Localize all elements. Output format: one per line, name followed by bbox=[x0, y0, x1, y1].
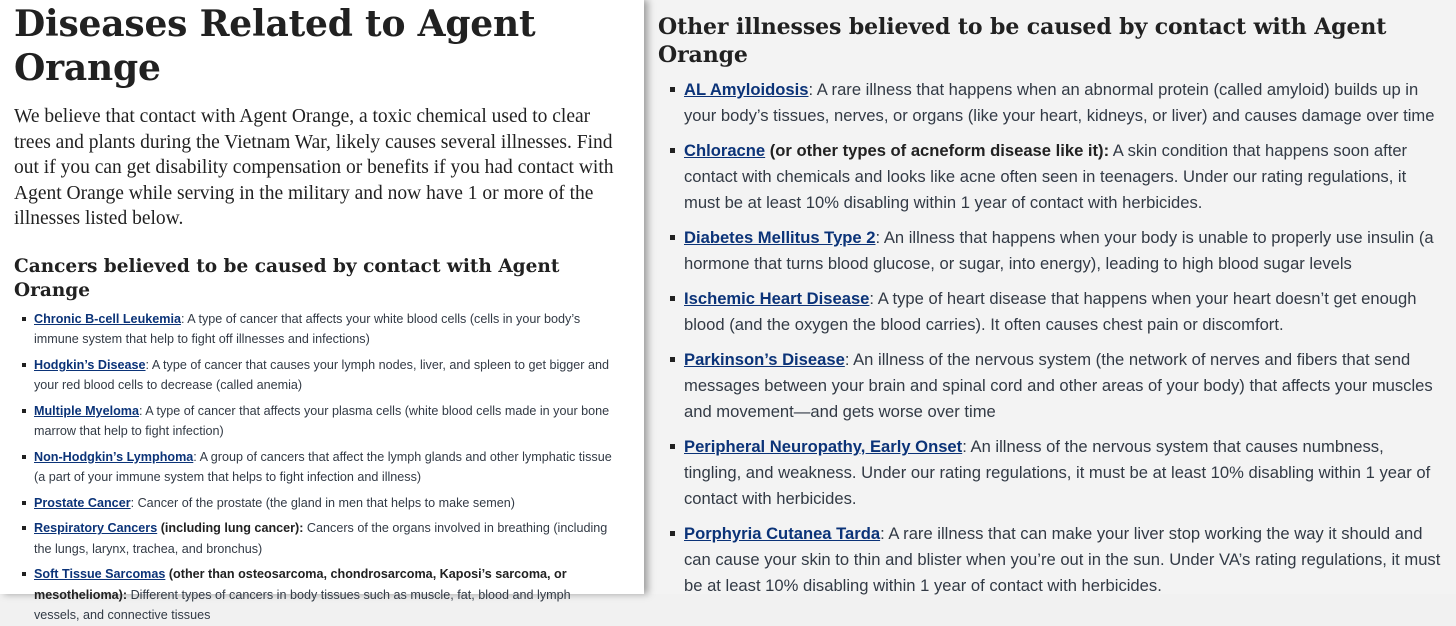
term-link[interactable]: Chronic B-cell Leukemia bbox=[34, 311, 181, 326]
list-item bbox=[14, 518, 614, 559]
term-description: : Cancer of the prostate (the gland in men that helps to make semen) bbox=[130, 495, 515, 510]
term-description: : A rare illness that can make your liver stop working the way it should and can cause your skin to thin and blister when you’re out in the sun. Under VA’s rating regulations, it must be at least 10% disabling within 1 year of contact with herbicides. bbox=[684, 524, 1441, 595]
term-description: : An illness that happens when your body is unable to properly use insulin (a hormone that turns blood glucose, or sugar, into energy), leading to high blood sugar levels bbox=[684, 228, 1434, 273]
list-item bbox=[658, 225, 1442, 277]
term-link[interactable]: Non-Hodgkin’s Lymphoma bbox=[34, 449, 194, 464]
list-item bbox=[14, 493, 614, 514]
intro-paragraph: We believe that contact with Agent Orange, a toxic chemical used to clear trees and plants during the Vietnam War, likely causes several illnesses. Find out if you can get disability compensation or benefits if you had contact with Agent Orange while serving in the military and now have 1 or more of the illnesses listed below. bbox=[14, 106, 614, 230]
term-link[interactable]: Prostate Cancer bbox=[34, 495, 131, 510]
list-item bbox=[658, 521, 1442, 599]
term-description: : A type of heart disease that happens when your heart doesn’t get enough blood (and the oxygen the blood carries). It often causes chest pain or discomfort. bbox=[684, 289, 1417, 334]
term-link[interactable]: Porphyria Cutanea Tarda bbox=[684, 524, 881, 543]
term-qualifier: (other than osteosarcoma, chondrosarcoma, Kaposi’s sarcoma, or mesothelioma): bbox=[34, 567, 567, 602]
term-qualifier: (including lung cancer): bbox=[157, 521, 304, 536]
term-description: : A rare illness that happens when an abnormal protein (called amyloid) builds up in your body’s tissues, nerves, or organs (like your heart, kidneys, or liver) and causes damage over time bbox=[684, 80, 1435, 125]
list-item bbox=[658, 286, 1442, 338]
cancers-heading: Cancers believed to be caused by contact with Agent Orange bbox=[14, 255, 560, 301]
other-illnesses-heading: Other illnesses believed to be caused by contact with Agent Orange bbox=[658, 14, 1387, 68]
term-description: : An illness of the nervous system (the network of nerves and fibers that send messages between your brain and spinal cord and other areas of your body) that affects your muscles and movement—and gets worse over time bbox=[684, 350, 1433, 421]
list-item bbox=[14, 355, 614, 396]
term-description: : A type of cancer that affects your white blood cells (cells in your body’s immune system that help to fight off illnesses and infections) bbox=[34, 311, 581, 347]
list-item bbox=[658, 138, 1442, 216]
right-panel bbox=[646, 0, 1456, 594]
term-link[interactable]: Ischemic Heart Disease bbox=[684, 289, 870, 308]
left-panel bbox=[0, 0, 644, 623]
term-link[interactable]: Chloracne bbox=[684, 141, 766, 160]
other-illnesses-list bbox=[658, 77, 1442, 599]
term-description: A skin condition that happens soon after contact with chemicals and looks like acne often seen in teenagers. Under our rating regulations, it must be at least 10% disabling within 1 year of contact with herbicides. bbox=[684, 141, 1408, 212]
cancers-list bbox=[14, 309, 614, 626]
list-item bbox=[14, 309, 614, 350]
term-link[interactable]: Parkinson’s Disease bbox=[684, 350, 845, 369]
list-item bbox=[658, 77, 1442, 129]
list-item bbox=[658, 434, 1442, 512]
term-link[interactable]: Respiratory Cancers bbox=[34, 521, 158, 536]
list-item bbox=[14, 564, 614, 626]
term-description: : A type of cancer that causes your lymph nodes, liver, and spleen to get bigger and your red blood cells to decrease (called anemia) bbox=[34, 357, 609, 393]
term-link[interactable]: Diabetes Mellitus Type 2 bbox=[684, 228, 876, 247]
list-item bbox=[658, 347, 1442, 425]
list-item bbox=[14, 401, 614, 442]
term-qualifier: (or other types of acneform disease like it): bbox=[765, 141, 1110, 160]
term-link[interactable]: Soft Tissue Sarcomas bbox=[34, 567, 166, 582]
term-description: Different types of cancers in body tissues such as muscle, fat, blood and lymph vessels, and connective tissues bbox=[34, 587, 571, 623]
term-link[interactable]: AL Amyloidosis bbox=[684, 80, 809, 99]
term-link[interactable]: Peripheral Neuropathy, Early Onset bbox=[684, 437, 963, 456]
term-link[interactable]: Hodgkin’s Disease bbox=[34, 357, 146, 372]
term-description: : An illness of the nervous system that causes numbness, tingling, and weakness. Under our rating regulations, it must be at least 10% disabling within 1 year of contact with herbicides. bbox=[684, 437, 1431, 508]
term-description: : A group of cancers that affect the lymph glands and other lymphatic tissue (a part of your immune system that helps to fight infection and illness) bbox=[34, 449, 612, 485]
term-link[interactable]: Multiple Myeloma bbox=[34, 403, 139, 418]
term-description: : A type of cancer that affects your plasma cells (white blood cells made in your bone marrow that help to fight infection) bbox=[34, 403, 610, 439]
page-title: Diseases Related to Agent Orange bbox=[14, 3, 536, 89]
list-item bbox=[14, 447, 614, 488]
term-description: Cancers of the organs involved in breathing (including the lungs, larynx, trachea, and bronchus) bbox=[34, 521, 608, 556]
